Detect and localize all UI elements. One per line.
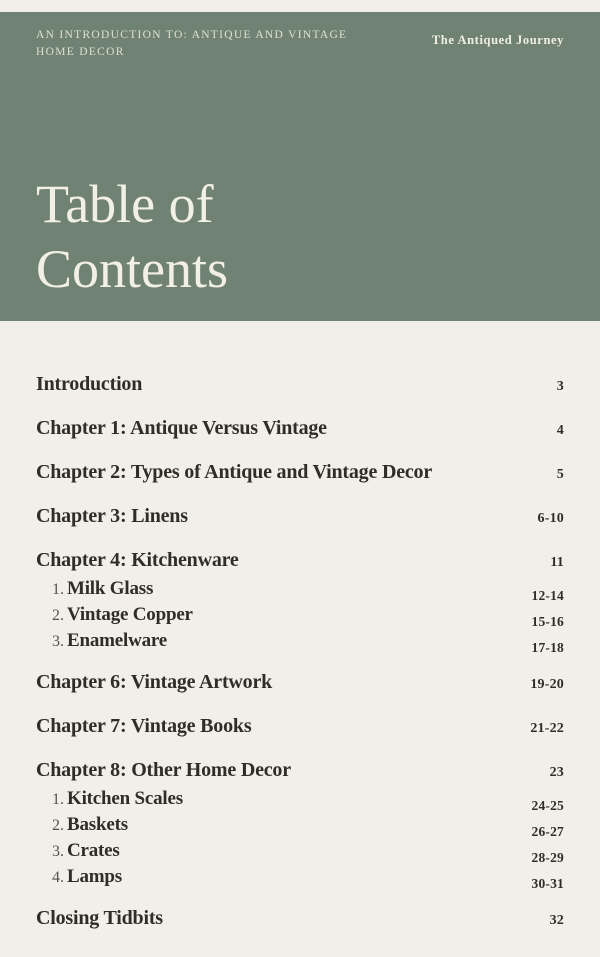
toc-entry-title: Introduction (36, 373, 143, 395)
toc-subitem-title: Enamelware (67, 630, 168, 651)
toc-entry (36, 415, 564, 444)
toc-entry (36, 503, 564, 532)
banner-header (36, 27, 564, 60)
toc-entry-pages: 4 (556, 423, 564, 438)
toc-subitem-pages: 28-29 (531, 850, 564, 865)
toc-subitem-pages: 15-16 (531, 614, 564, 629)
toc-subitem-title: Crates (67, 840, 120, 861)
toc-entry-row (36, 713, 564, 742)
toc-subitem-number: 4. (52, 869, 64, 886)
toc-sublist (36, 576, 564, 654)
page-title: Table of Contents (36, 174, 229, 300)
toc-entry-pages: 21-22 (530, 721, 564, 736)
toc-entry-title: Closing Tidbits (36, 907, 163, 929)
toc-entry-row (36, 371, 564, 400)
toc-entry (36, 459, 564, 488)
toc-subitem (52, 602, 193, 628)
toc-entry-row (36, 503, 564, 532)
brand-name: The Antiqued Journey (431, 33, 564, 47)
toc-subitem-row (52, 576, 564, 602)
toc-subitem-pages: 17-18 (531, 640, 564, 655)
toc-entry (36, 547, 564, 654)
toc-subitem-number: 3. (52, 633, 64, 650)
toc-subitem (52, 812, 128, 838)
top-margin-strip (0, 0, 600, 12)
toc-entry-title: Chapter 6: Vintage Artwork (36, 671, 273, 693)
toc-subitem-number: 2. (52, 817, 64, 834)
toc-subitem-pages: 26-27 (531, 824, 564, 839)
toc-subitem-title: Baskets (67, 814, 128, 835)
toc-subitem-row (52, 812, 564, 838)
toc-entry (36, 371, 564, 400)
toc-entry (36, 757, 564, 890)
toc-entry-title: Chapter 7: Vintage Books (36, 715, 252, 737)
toc-entry-pages: 5 (556, 467, 564, 482)
toc-subitem-number: 2. (52, 607, 64, 624)
toc-entry-row (36, 459, 564, 488)
toc-subitem-number: 3. (52, 843, 64, 860)
toc-subitem-title: Milk Glass (67, 578, 154, 599)
toc-entry-row (36, 415, 564, 444)
toc-subitem-row (52, 602, 564, 628)
toc-subitem-row (52, 628, 564, 654)
toc-entry-row (36, 669, 564, 698)
toc-entry-title: Chapter 1: Antique Versus Vintage (36, 417, 327, 439)
toc-entry-pages: 6-10 (537, 511, 564, 526)
toc-entry (36, 713, 564, 742)
toc-entry-pages: 32 (549, 913, 564, 928)
toc-subitem-number: 1. (52, 581, 64, 598)
toc-entry-title: Chapter 4: Kitchenware (36, 549, 239, 571)
table-of-contents (0, 371, 600, 934)
toc-subitem-title: Vintage Copper (67, 604, 193, 625)
toc-entry-title: Chapter 2: Types of Antique and Vintage Decor (36, 461, 433, 483)
toc-subitem-row (52, 864, 564, 890)
toc-subitem (52, 576, 153, 602)
toc-entry-row (36, 757, 564, 786)
title-banner (0, 12, 600, 321)
toc-entry-title: Chapter 3: Linens (36, 505, 188, 527)
toc-entry-title: Chapter 8: Other Home Decor (36, 759, 291, 781)
toc-subitem-pages: 30-31 (531, 876, 564, 891)
toc-entry-row (36, 905, 564, 934)
toc-subitem (52, 628, 167, 654)
toc-subitem-pages: 12-14 (531, 588, 564, 603)
toc-entry-pages: 19-20 (530, 677, 564, 692)
toc-entry-pages: 3 (556, 379, 564, 394)
toc-subitem-number: 1. (52, 791, 64, 808)
toc-subitem-title: Lamps (67, 866, 122, 887)
toc-entry-pages: 23 (549, 765, 564, 780)
toc-subitem-pages: 24-25 (531, 798, 564, 813)
toc-entry-row (36, 547, 564, 576)
toc-subitem-title: Kitchen Scales (67, 788, 183, 809)
toc-entry-pages: 11 (550, 555, 564, 570)
toc-subitem (52, 838, 120, 864)
toc-entry (36, 905, 564, 934)
toc-subitem (52, 786, 183, 812)
toc-entry (36, 669, 564, 698)
toc-sublist (36, 786, 564, 890)
ebook-subtitle: AN INTRODUCTION TO: ANTIQUE AND VINTAGE HOME DECOR (36, 29, 348, 58)
toc-subitem-row (52, 786, 564, 812)
toc-subitem-row (52, 838, 564, 864)
toc-subitem (52, 864, 122, 890)
